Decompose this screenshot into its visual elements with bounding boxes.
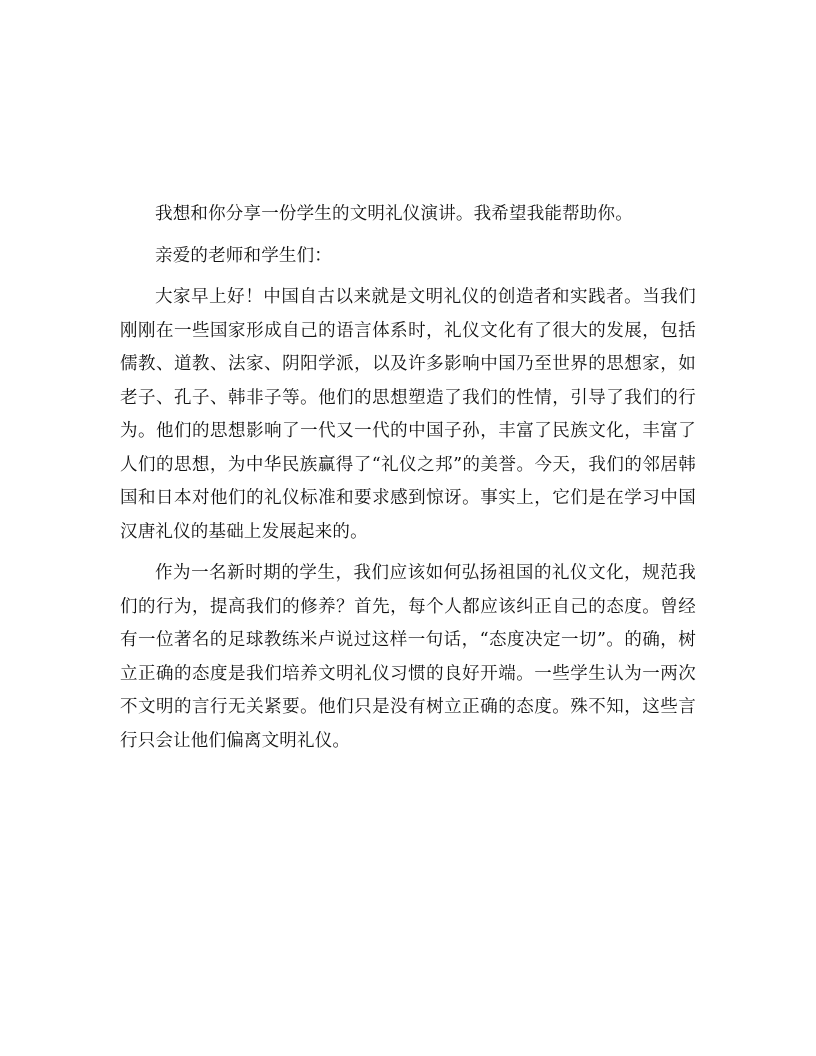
document-body (120, 198, 696, 766)
intro-paragraph: 我想和你分享一份学生的文明礼仪演讲。我希望我能帮助你。 (155, 204, 633, 224)
salutation: 亲爱的老师和学生们： (155, 245, 332, 266)
body-paragraph-2: 作为一名新时期的学生，我们应该如何弘扬祖国的礼仪文化，规范我们的行为，提高我们的修养？首先，每个人都应该纠正自己的态度。曾经有一位著名的足球教练米卢说过这样一句话，“态度决定一切”。的确，树立正确的态度是我们培养文明礼仪习惯的良好开端。一些学生认为一两次不文明的言行无关紧要。他们只是没有树立正确的态度。殊不知，这些言行只会让他们偏离文明礼仪。 (120, 563, 696, 751)
body-paragraph-1: 大家早上好！中国自古以来就是文明礼仪的创造者和实践者。当我们刚刚在一些国家形成自己的语言体系时，礼仪文化有了很大的发展，包括儒教、道教、法家、阴阳学派，以及许多影响中国乃至世界的思想家，如老子、孔子、韩非子等。他们的思想塑造了我们的性情，引导了我们的行为。他们的思想影响了一代又一代的中国子孙，丰富了民族文化，丰富了人们的思想，为中华民族赢得了“礼仪之邦”的美誉。今天，我们的邻居韩国和日本对他们的礼仪标准和要求感到惊讶。事实上，它们是在学习中国汉唐礼仪的基础上发展起来的。 (120, 287, 696, 542)
